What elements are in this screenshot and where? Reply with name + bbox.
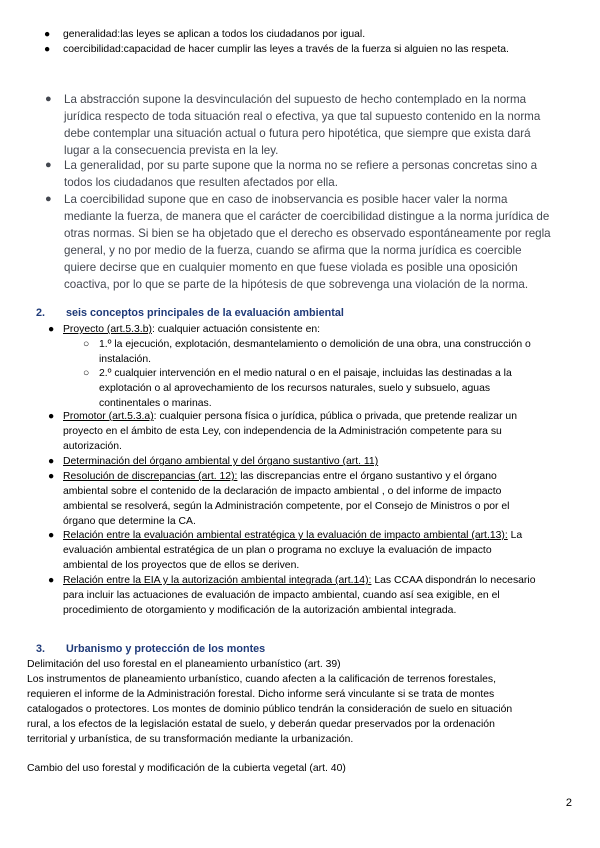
bullet-dot: ● (45, 93, 52, 105)
bullet-dot: ● (48, 324, 55, 335)
bullet-dot: ● (48, 456, 55, 467)
bullet-dot: ● (48, 411, 55, 422)
document-page: ● generalidad:las leyes se aplican a todos los ciudadanos por igual. ● coercibilidad:capacidad de hacer cumplir las leyes a través de la fuerza si alguien no las respeta. ● La abstracción supone la desvinculación del supuesto de hecho contemplado en la norma jurídica respecto de toda situación real o efectiva, ya que tal supuesto contenido en la norma debe contemplar una situación actual o futura pero hipotética, que siempre que exista dará lugar a la consecuencia prevista en la ley. ● La generalidad, por su parte supone que la norma no se refiere a personas concretas sino a todos los ciudadanos que resulten afectados por ella. ● La coercibilidad supone que en caso de inobservancia es posible hacer valer la norma mediante la fuerza, de manera que el carácter de coercibilidad distingue a la norma jurídica de otras normas. Si bien se ha objetado que el derecho es observado espontáneamente por regla general, y no por medio de la fuerza, cuando se afirma que la norma jurídica es coercible quiere decirse que en cualquier momento en que fuese violada es posible una oposición coactiva, por lo que se parte de la hipótesis de que sobrevenga una violación de la norma. 2. seis conceptos principales de la evaluación ambiental ● Proyecto (art.5.3.b): cualquier actuación consistente en: ○ 1.º la ejecución, explotación, desmantelamiento o demolición de una obra, una construcción o instalación. ○ 2.º cualquier intervención en el medio natural o en el paisaje, incluidas las destinadas a la explotación o al aprovechamiento de los recursos naturales, suelo y subsuelo, aguas continentales o marinas. ● Promotor (art.5.3.a): cualquier persona física o jurídica, pública o privada, que pretende realizar un proyecto en el ámbito de esta Ley, con independencia de la Administración competente para su autorización. ● Determinación del órgano ambiental y del órgano sustantivo (art. 11) ● Resolución de discrepancias (art. 12): las discrepancias entre el órgano sustantivo y el órgano ambiental sobre el contenido de la declaración de impacto ambiental , o del informe de impacto ambiental se resolverá, según la Administración competente, por el Consejo de Ministros o por el órgano que determine la CA. ● Relación entre la evaluación ambiental estratégica y la evaluación de impacto ambiental (art.13): La evaluación ambiental estratégica de un plan o programa no excluye la evaluación de impacto ambiental de los proyectos que de ellos se deriven. ● Relación entre la EIA y la autorización ambiental integrada (art.14): Las CCAA dispondrán lo necesario para incluir las actuaciones de evaluación de impacto ambiental, cuando así sea exigible, en el procedimiento de otorgamiento y modificación de la autorización ambiental integrada. 3. Urbanismo y protección de los montes Delimitación del uso forestal en el planeamiento urbanístico (art. 39) Los instrumentos de planeamiento urbanístico, cuando afecten a la calificación de terrenos forestales, requieren el informe de la Administración forestal. Dicho informe será vinculante si se trata de montes catalogados o protectores. Los montes de dominio público tendrán la consideración de suelo en situación rural, a los efectos de la legislación estatal de suelo, y deberán quedar preservados por la ordenación territorial y urbanística, de su transformación mediante la urbanización. Cambio del uso forestal y modificación de la cubierta vegetal (art. 40) 2 (27, 29, 572, 809)
section-3-subheading-art40: Cambio del uso forestal y modificación de la cubierta vegetal (art. 40) (27, 763, 346, 774)
bullet-dot: ● (45, 159, 52, 171)
section-3-paragraph: Delimitación del uso forestal en el planeamiento urbanístico (art. 39) Los instrumentos de planeamiento urbanístico, cuando afecten a la calificación de terrenos forestales, requieren el informe de la Administración forestal. Dicho informe será vinculante si se trata de montes catalogados o protectores. Los montes de dominio público tendrán la consideración de suelo en situación rural, a los efectos de la legislación estatal de suelo, y deberán quedar preservados por la ordenación territorial y urbanística, de su transformación mediante la urbanización. (27, 659, 513, 745)
bullet-dot: ● (48, 471, 55, 482)
sub-bullet-circle: ○ (83, 368, 90, 379)
bullet-dot: ● (48, 530, 55, 541)
bullet-dot: ● (44, 29, 51, 40)
sub-bullet-circle: ○ (83, 339, 90, 350)
bullet-dot: ● (44, 44, 51, 55)
page-number: 2 (565, 797, 572, 809)
section-2-heading: 2. seis conceptos principales de la evaluación ambiental (36, 307, 344, 319)
bullet-dot: ● (45, 193, 52, 205)
section-3-heading: 3. Urbanismo y protección de los montes (36, 643, 266, 655)
bullet-dot: ● (48, 575, 55, 586)
